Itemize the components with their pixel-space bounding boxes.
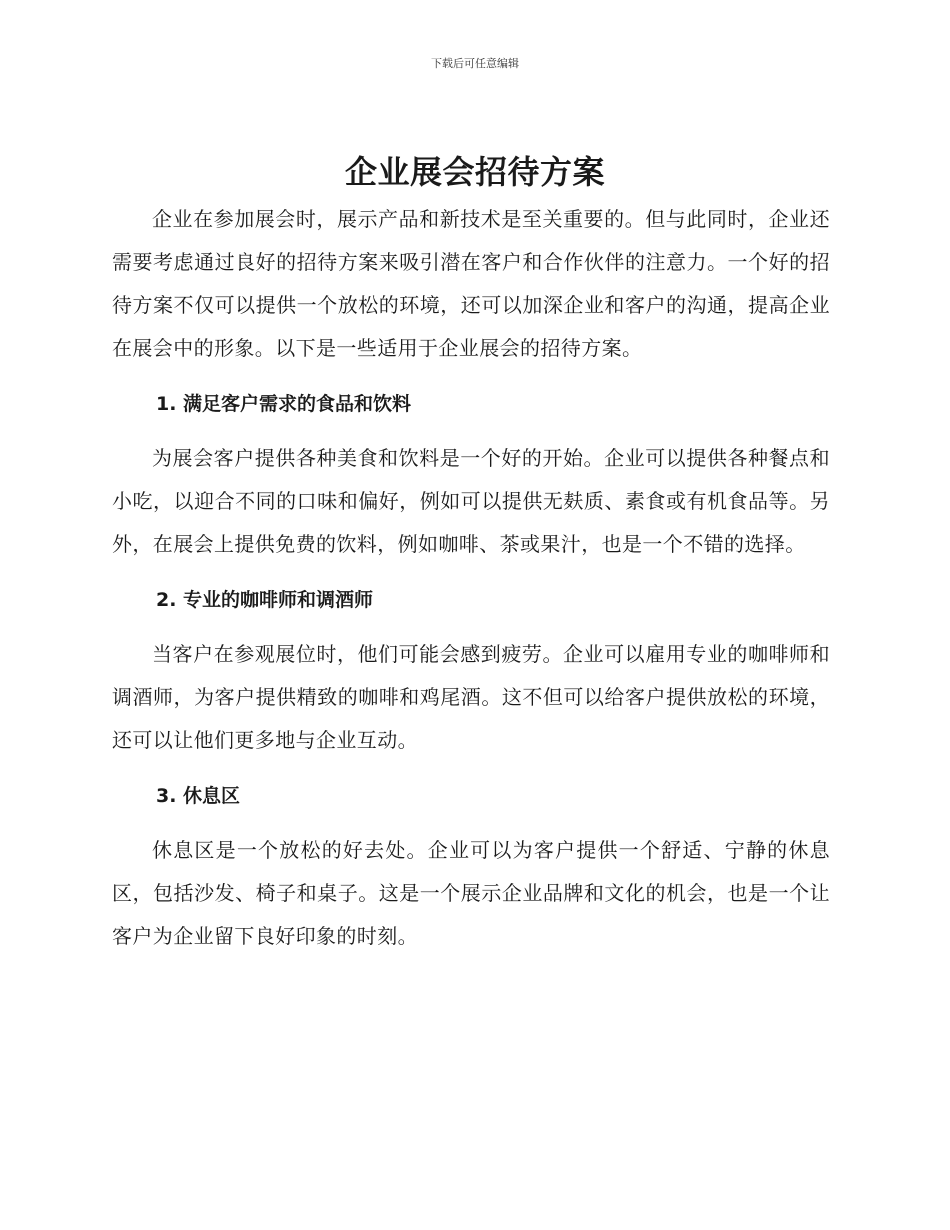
intro-paragraph: 企业在参加展会时，展示产品和新技术是至关重要的。但与此同时，企业还需要考虑通过良好的招待方案来吸引潜在客户和合作伙伴的注意力。一个好的招待方案不仅可以提供一个放松的环境，还可以加深企业和客户的沟通，提高企业在展会中的形象。以下是一些适用于企业展会的招待方案。 bbox=[112, 207, 830, 360]
section-body-1: 为展会客户提供各种美食和饮料是一个好的开始。企业可以提供各种餐点和小吃，以迎合不同的口味和偏好，例如可以提供无麸质、素食或有机食品等。另外，在展会上提供免费的饮料，例如咖啡、茶或果汁，也是一个不错的选择。 bbox=[112, 446, 830, 556]
section-heading-2: 2. 专业的咖啡师和调酒师 bbox=[156, 589, 374, 611]
page-header-note: 下载后可任意编辑 bbox=[431, 57, 519, 70]
section-heading-3: 3. 休息区 bbox=[156, 785, 241, 807]
section-heading-1: 1. 满足客户需求的食品和饮料 bbox=[156, 393, 412, 415]
document-body bbox=[112, 198, 830, 958]
section-body-3: 休息区是一个放松的好去处。企业可以为客户提供一个舒适、宁静的休息区，包括沙发、椅子和桌子。这是一个展示企业品牌和文化的机会，也是一个让客户为企业留下良好印象的时刻。 bbox=[112, 838, 830, 948]
section-body-2: 当客户在参观展位时，他们可能会感到疲劳。企业可以雇用专业的咖啡师和调酒师，为客户提供精致的咖啡和鸡尾酒。这不但可以给客户提供放松的环境，还可以让他们更多地与企业互动。 bbox=[112, 642, 830, 752]
document-title: 企业展会招待方案 bbox=[344, 153, 605, 191]
